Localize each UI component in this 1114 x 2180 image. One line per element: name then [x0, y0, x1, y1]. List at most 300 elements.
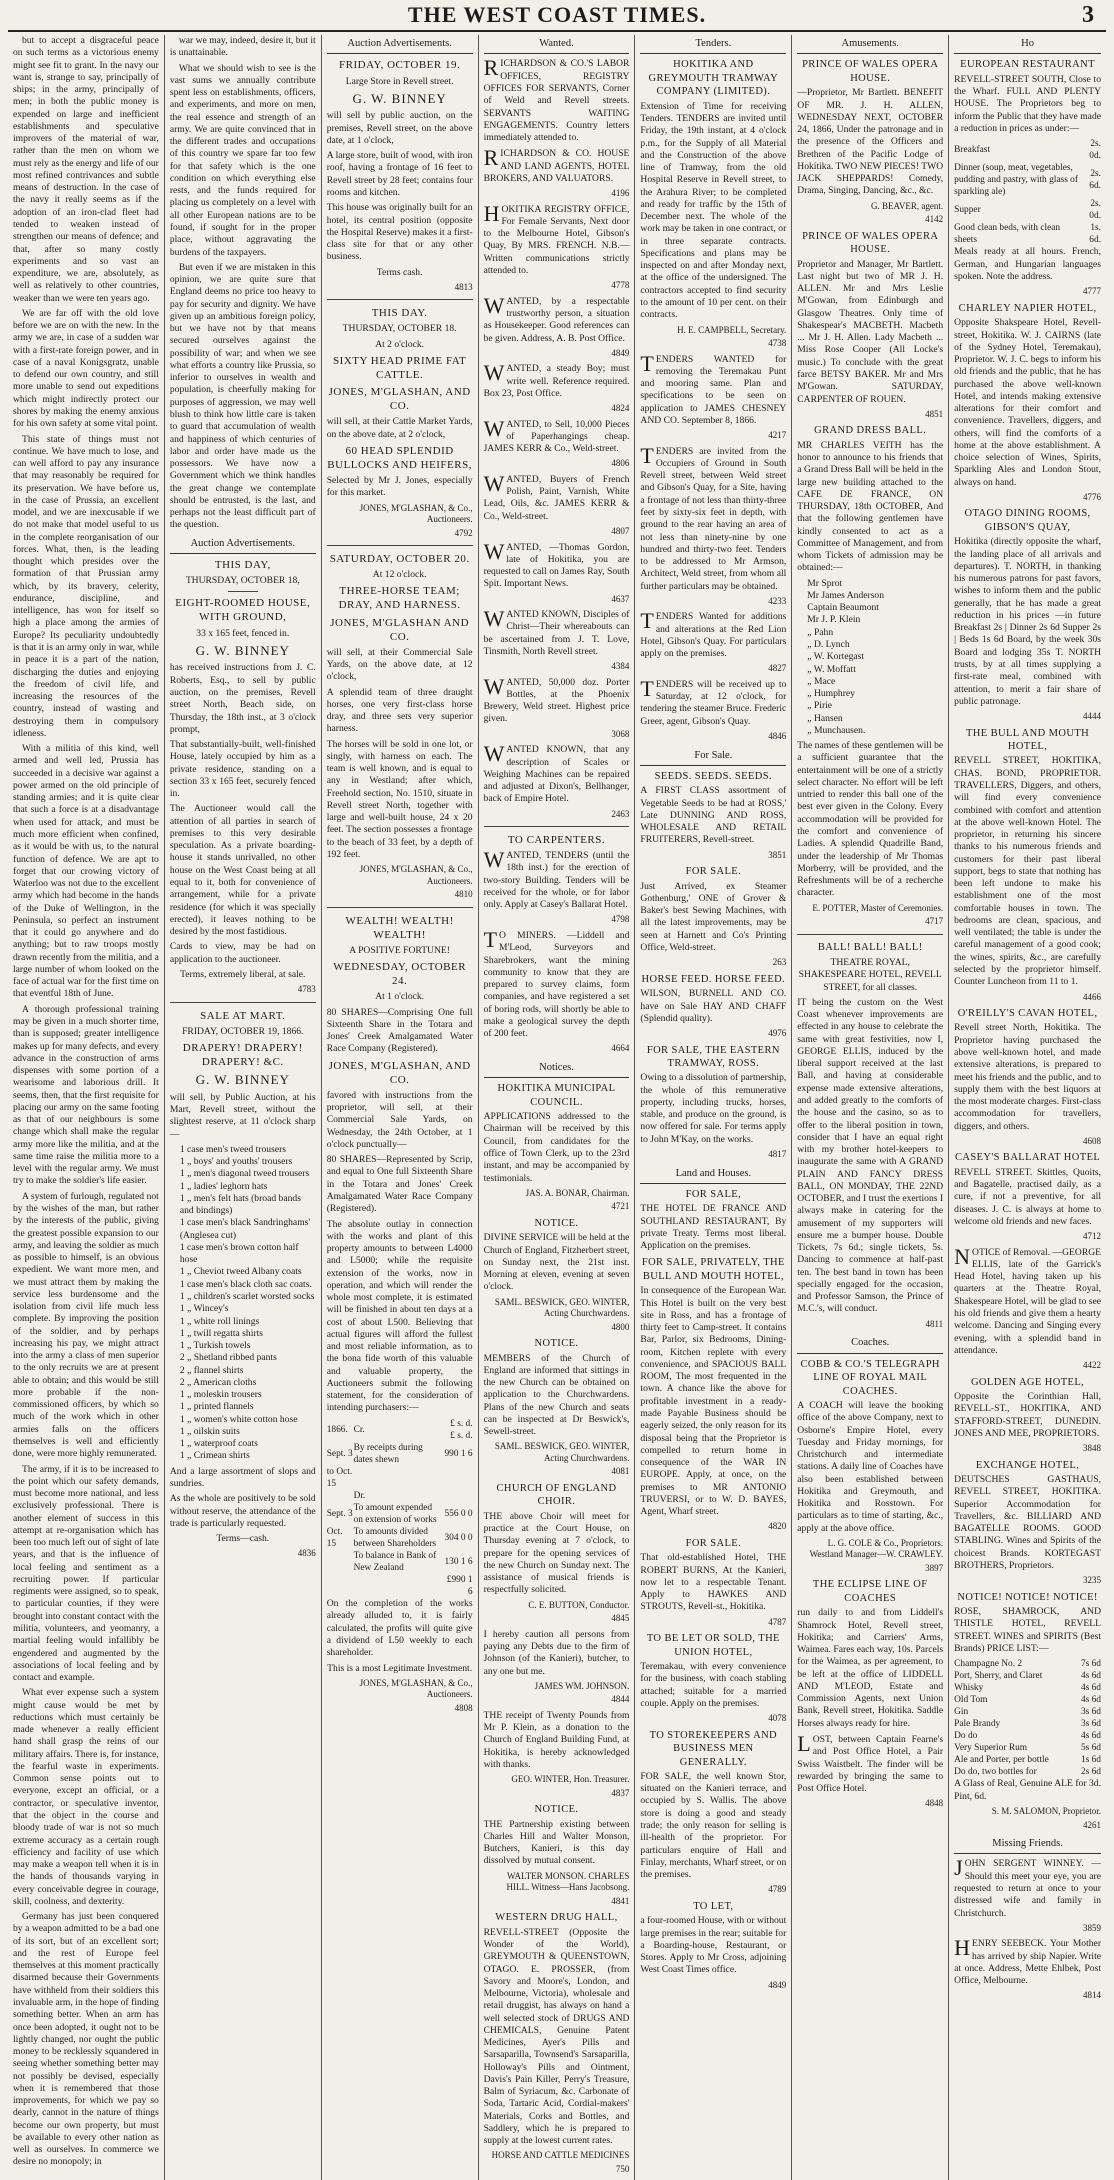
ad-number: 4848: [925, 1798, 944, 1809]
ad-title: NOTICE.: [534, 1217, 579, 1229]
ad-body: MR CHARLES VEITH has the honor to announce to his friends that a Grand Dress Ball will be held in the large new building attached to the CAFE DE FRANCE, ON THURSDAY, 18th OCTOBER, And that the following gentlemen have kindly consented to act as a Committee of Management, and from whom Tickets of admission may be obtained:—: [797, 439, 944, 574]
list-item: Captain Beaumont: [807, 602, 879, 614]
ad-body: Hokitika (directly opposite the wharf, the landing place of all arrivals and departures). T. NORTH, in thanking his numerous patrons for past favors, wishes to inform them and the public generally, that he has made a great reduction in his prices —in future Breakfast 2s | Dinner 2s 6d Supper 2s | Beds 1s 6d Board, by the week 30s Board and lodging 35s T. NORTH trusts, by at all times supplying a first-rate meal, combined with attention, to merit a fair share of public patronage.: [954, 536, 1101, 707]
table-row: [327, 1574, 473, 1598]
ad-note: This is a most Legitimate Investment.: [327, 1662, 473, 1674]
ad-body: DIVINE SERVICE will be held at the Church of England, Fitzherbert street, on Sunday next, the 21st inst. Morning at eleven, evening at seven o'clock.: [483, 1232, 630, 1293]
price-value: 4s 6d: [1080, 1671, 1101, 1682]
tender-ad: [640, 608, 787, 675]
land-ad: [640, 1256, 786, 1532]
ad-signature: JAMES WM. JOHNSON.: [534, 1680, 630, 1691]
hotel-ad: [954, 507, 1101, 722]
ledger-value: 130 1 6: [444, 1557, 473, 1568]
list-item: „ Pirie: [807, 700, 833, 712]
ad-number: 4783: [297, 984, 316, 995]
list-item: 1 „ moleskin trousers: [179, 1389, 262, 1401]
table-row: [327, 1490, 473, 1502]
table-row: [954, 1706, 1101, 1718]
ledger-value: [444, 1490, 473, 1502]
ad-number: 4814: [1083, 1990, 1101, 2001]
column-7: [949, 35, 1106, 2180]
ad-number: 4081: [611, 1466, 630, 1477]
ledger-text: [354, 1574, 444, 1598]
ad-text: [483, 847, 630, 911]
article-paragraph: A system of furlough, regulated not by the wishes of the man, but rather by the interests of the public, giving the greatest possible expansion to our army, and leaving the soldier as much as possible to himself, is an obvious expedient. We want more men, and we must attract them by making the service less burdensome and the isolation from civil life much less complete. By improving the position of the soldier, and by perhaps increasing his pay, we might attract into the army a class of men superior to the only recruits we are at present able to obtain; and this would be still more probable if the non-commissioned officers, by which so much of the work which in other armies falls on the officers themselves is well and efficiently done, were more highly remunerated.: [13, 1190, 159, 1460]
list-item: 1 „ oilskin suits: [179, 1425, 240, 1437]
ad-body: Wanted for additions and alterations at the Red Lion Hotel, Gibson's Quay. For particulars apply on the premises.: [640, 611, 787, 660]
ledger-date: Oct. 15: [326, 1527, 343, 1550]
ad-text: [640, 675, 787, 728]
ad-body: ROSE, SHAMROCK, AND THISTLE HOTEL, REVELL STREET. WINES and SPIRITS (Best Brands) PRICE LIST:—: [954, 1606, 1101, 1654]
article-paragraph: We are far off with the old love before we are on with the new. In the army we are, in case of a sudden war with a first-rate foreign power, and in case of a naval Konigsgratz, unable to defend our own country, and still more unable to send out expeditions which might indirectly protect our shores by making the enemy anxious for his own safety at some vital point.: [13, 307, 159, 430]
list-item: 1 „ children's scarlet worsted socks: [179, 1290, 315, 1302]
amusement-ad: [797, 230, 943, 421]
divider: [327, 545, 473, 546]
ad-body: For Female Servants, Next door to the Melbourne Hotel, Gibson's Quay, By MRS. FRENCH. N.B.—Written communications strictly attended to.: [483, 215, 630, 276]
ad-body: 50,000 doz. Porter Bottles, at the Phoenix Brewery, Weld street. Highest price given.: [483, 676, 630, 725]
ad-title: HOKITIKA AND GREYMOUTH TRAMWAY COMPANY (LIMITED).: [648, 59, 779, 98]
ledger-text: To amount expended on extension of works: [353, 1502, 437, 1525]
ad-number: 4800: [611, 1321, 630, 1332]
ad-title: TO BE LET OR SOLD, THE UNION HOTEL,: [646, 1633, 780, 1658]
ad-date: SATURDAY, OCTOBER 20.: [329, 553, 470, 566]
auction-ad: [327, 914, 473, 1715]
divider: [228, 591, 258, 592]
auction-ad: [327, 552, 473, 901]
ad-date: WEDNESDAY, OCTOBER 24.: [333, 961, 467, 988]
ad-number: 4787: [768, 1616, 787, 1627]
hotel-ad: [954, 1459, 1101, 1587]
price-item: Port, Sherry, and Claret: [954, 1671, 1043, 1682]
ad-signature: S. M. SALOMON, Proprietor.: [991, 1805, 1101, 1816]
divider: [170, 1002, 316, 1003]
ledger-date: to Oct. 15: [326, 1466, 353, 1489]
price-value: 3s 6d: [1080, 1719, 1101, 1730]
ad-note: The names of these gentlemen will be a sufficient guarantee that the entertainment will be one of a strictly select character. No effort will be left untried to render this ball one of the best ever given in the Colony. Every accommodation will be provided for the comfort and convenience of Ladies. A splendid Quadrille Band, under the leadership of Mr Thomas Morberry, will be provided, and the Refreshments will be of a recherche character.: [797, 740, 944, 899]
article-paragraph: Germany has just been conquered by a weapon admitted to be a bad one of its sort, but of an excellent sort; and the rest of Europe feel themselves at this moment practically disarmed because their Governments have withheld from their soldiers this invaluable arm, in the hope of finding something better. When an arm has once been adopted, it ought not to be lightly changed, nor ought the public money to be recklessly squandered in seeing whether something better may not possibly be devised, especially when it is remembered that those improvements, for which we pay so dearly, cannot in the nature of things become our own property, but must be available to every other nation as well as ourselves. In commerce we desire no monopoly; in: [13, 1911, 159, 2168]
ad-number: 4142: [925, 214, 944, 225]
ad-body: A COACH will leave the booking office of the above Company, next to Osborne's Empire Hotel, every Tuesday and Friday mornings, for Christchurch and intermediate stations. A daily line of Coaches have also been established between Hokitika and Greymouth, and Hokitika and Rosstown. For particulars as to time of starting, &c., apply at the above office.: [797, 1400, 944, 1534]
ad-note: A Glass of Real, Genuine ALE for 3d. Pint, 6d.: [954, 1778, 1101, 1802]
ad-title: RICHARDSON & CO.: [483, 145, 592, 171]
list-item: Mr J. P. Klein: [807, 614, 861, 626]
table-row: [327, 1526, 473, 1550]
ad-body: FOR SALE, the well known Stor, situated on the Kanieri terrace, and occupied by S. Wallis. The above store is doing a good and steady trade; the only reason for selling is ill-health of the proprietor. For particulars enquire of Hall and Finlay, merchants, Wharf street, or on the premises.: [640, 1770, 787, 1881]
ad-body: for removing the Teremakau Punt and mooring same. Plan and specifications to be seen on application to JAMES CHESNEY AND CO. September 8, 1866.: [640, 353, 787, 426]
article-paragraph: but to accept a disgraceful peace on such terms as a victorious enemy might see fit to grant. In the navy our want is, strange to say, principally of ships; in the army, principally of men; in both the public money is expended on large and inefficient establishments and speculative improvers of the material of war, rather than the men on whom we must rely as the energy and life of our most refined contrivances and subtle means of destruction. In the case of the navy it really seems as if the adoption of an iron-clad fleet had tended to weaken instead of strengthen our means of defence; and that, after so many costly experiments and so vast an expenditure, we are, absolutely, as well as relatively to other countries, weaker than we were ten years ago.: [13, 35, 159, 304]
ad-time: At 12 o'clock.: [372, 569, 427, 581]
ad-body: REGISTRY OFFICES FOR SERVANTS, Corner of Weld and Revell streets. SERVANTS WAITING ENGAGEMENTS. Country letters immediately attended to.: [483, 70, 630, 144]
ad-auctioneer: JONES, M'GLASHAN, AND CO.: [328, 386, 471, 413]
hotel-ad: [954, 302, 1101, 504]
ad-title: TENDERS WANTED: [640, 350, 755, 376]
ad-title: COBB & CO.'S TELEGRAPH LINE OF ROYAL MAIL COACHES.: [800, 1358, 940, 1397]
ad-title: CASEY'S BALLARAT HOTEL: [954, 1152, 1101, 1164]
ad-title: WESTERN DRUG HALL,: [495, 1912, 618, 1924]
ad-number: 4078: [768, 1713, 787, 1724]
sale-ad: [640, 1044, 786, 1161]
ad-terms: Terms cash.: [376, 266, 423, 278]
notice-ad: [484, 1629, 630, 1706]
column-5: [635, 35, 792, 2180]
notice-ad: [484, 1911, 630, 2175]
ledger-text: By receipts during dates shewn: [353, 1442, 423, 1465]
ad-body: Opposite Shakspeare Hotel, Revell-street, Hokitika. W. J. CAIRNS (late of the Sydney Hotel, Teremakau), Proprietor. W. J. C. begs to inform his old friends and the public, that he has purchased the above well-known Hotel, and intends making extensive alterations for their comfort and convenience. Travellers, diggers, and others, will find the comforts of a home at the above establishment. A choice selection of Wines, Spirits, Sparkling Ales and London Stout, always on hand.: [954, 317, 1101, 488]
section-header: Missing Friends.: [954, 1835, 1101, 1854]
ad-title: WANTED,: [483, 360, 542, 386]
ad-heading: TO CARPENTERS.: [507, 834, 606, 847]
ad-title: HOKITIKA REGISTRY OFFICE,: [483, 200, 630, 226]
ad-body: APPLICATIONS addressed to the Chairman will be received by this Council, from candidates for the office of Town Clerk, up to the 23rd instant, and may be accompanied by testimonials.: [483, 1111, 630, 1184]
list-item: 1 case men's black Sandringhams' (Anglesea cut): [179, 1217, 311, 1241]
tender-ad: [640, 675, 787, 743]
ad-note: The Auctioneer would call the attention of all parties in search of premises to this very desirable speculation. As a private boarding-house it stands unrivalled, no other house on the West Coast being at all equal to it, both for convenience of arrangement, while for a private residence (for which it was specially erected), it leaves nothing to be desired by the most fastidious.: [169, 803, 316, 938]
ad-lot: 80 SHARES—Represented by Scrip, and equal to One full Sixteenth Share in the Totara and Jones' Creek Amalgamated Water Race Company (Registered).: [326, 1154, 473, 1215]
price-value: 1s 6d: [1080, 1755, 1101, 1766]
ad-number: 3068: [611, 728, 630, 739]
ad-body: THE above Choir will meet for practice at the Court House, on Thursday evening at 7 o'clock, to prepare for the opening services of the new Church on Sunday next. The assistance of musical friends is respectfully solicited.: [483, 1510, 630, 1596]
missing-ad: [954, 1935, 1102, 2002]
ad-text: [483, 538, 630, 591]
wanted-ad: [483, 145, 630, 199]
ad-body: —Liddell and M'Leod, Surveyors and Sharebrokers, want the mining community to know that they are prepared to survey claims, form companies, and have registered a set of boring rods, will shortly be able to make a geological survey the depth of 200 feet.: [483, 930, 630, 1040]
coach-ad: [797, 1358, 943, 1575]
tender-ad: [640, 442, 787, 608]
ad-number: 4820: [768, 1521, 787, 1532]
ad-title: WANTED, TENDERS: [483, 847, 589, 873]
ad-number: 4845: [611, 1613, 630, 1624]
price-list: [954, 1658, 1101, 1778]
column-6: [792, 35, 949, 2180]
wanted-ad: [483, 673, 630, 741]
section-header: Notices.: [484, 1059, 630, 1078]
list-item: Mr James Anderson: [807, 589, 885, 601]
wanted-ad: [483, 360, 630, 414]
menu-price: 2s. 0d.: [1089, 139, 1101, 162]
ad-body: run daily to and from Liddell's Shamrock Hotel, Revell street, Hokitika; and Carriers' Arms, Waimea. Fares each way, 10s. Parcels for the Waimea, as per agreement, to be left at the office of LIDDELL AND M'LEOD, Estate and Commission Agents, next Union Bank, Revell street, Hokitika. Saddle Horses always ready for hire.: [797, 1607, 944, 1729]
ad-number: 4721: [611, 1201, 630, 1212]
ledger-value: 990 1 6: [444, 1448, 473, 1459]
ad-terms: Terms, extremely liberal, at sale.: [180, 968, 306, 980]
ad-text: [954, 1855, 1101, 1919]
article-paragraph: What we should wish to see is the vast sums we annually contribute spent less on establishments, officers, and experiments, and more on men, the real essence and strength of an army. We are quite convinced that in the different trades and occupations of this country we spare far too few for that safety which is the one condition on which everything else rests, and the funds required for placing us completely on a level with all other European nations are to be found, if sought for in the proper place, without aggravating the burdens of the taxpayers.: [169, 62, 316, 258]
ad-cards: Cards to view, may be had on application to the auctioneer.: [169, 941, 316, 965]
ad-body: WILSON, BURNELL AND CO. have on Sale HAY AND CHAFF (Splendid quality).: [640, 988, 787, 1024]
ad-number: 4384: [611, 661, 630, 672]
ad-title: O'REILLY'S CAVAN HOTEL,: [957, 1008, 1098, 1020]
ad-lot: 80 SHARES—Comprising One full Sixteenth Share in the Totara and Jones' Creek Amalgamated Water Race Company (Registered).: [326, 1006, 473, 1055]
hotel-ad: [954, 58, 1101, 297]
ad-body: THE HOTEL DE FRANCE AND SOUTHLAND RESTAURANT, By private Treaty. Terms most liberal. Application on the premises.: [640, 1203, 787, 1252]
list-item: 1 „ printed flannels: [179, 1401, 254, 1413]
ad-signature: JAS. A. BONAR, Chairman.: [525, 1187, 630, 1198]
ad-lot: 60 HEAD SPLENDID BULLOCKS AND HEIFERS,: [327, 444, 472, 471]
auction-ad: [327, 58, 473, 293]
ad-title: WANTED KNOWN,: [483, 606, 581, 632]
section-header: Coaches.: [797, 1334, 943, 1353]
divider: [797, 934, 943, 935]
ad-subtitle: A POSITIVE FORTUNE!: [349, 944, 450, 956]
ad-body: —Thomas Gordon, late of Hokitika, you are requested to call on James Ray, South Spit. Important News.: [483, 541, 630, 590]
list-item: 1 „ men's felt hats (broad bands and bindings): [179, 1192, 301, 1217]
section-header: Amusements.: [797, 35, 943, 54]
hotel-ad: [954, 1007, 1101, 1147]
notice-ad: [484, 1217, 630, 1333]
ad-number: 4849: [611, 347, 630, 358]
list-item: „ W. Kortegast: [807, 651, 865, 663]
column-1: [8, 35, 165, 2180]
ad-title: THE ECLIPSE LINE OF COACHES: [812, 1579, 928, 1604]
ad-number: 4444: [1083, 711, 1101, 722]
list-item: 1 case men's black cloth sac coats.: [179, 1278, 312, 1290]
ad-title: TENDERS: [640, 675, 694, 701]
ad-desc: That substantially-built, well-finished House, lately occupied by him as a private residence, standing on a section 33 x 165 feet, securely fenced in.: [169, 739, 316, 800]
ad-signature: SAML. BESWICK, GEO. WINTER, Acting Churchwardens.: [494, 1296, 630, 1319]
ad-lot: SIXTY HEAD PRIME FAT CATTLE.: [333, 354, 467, 382]
land-ad: [640, 1900, 786, 1991]
ad-title: CHARLEY NAPIER HOTEL,: [958, 302, 1097, 314]
price-value: 4s 6d: [1080, 1731, 1101, 1742]
missing-ad: [954, 1855, 1101, 1934]
table-row: [954, 162, 1101, 198]
ad-number: 4844: [611, 1694, 630, 1705]
ad-number: 4422: [1083, 1360, 1101, 1371]
ad-text: [640, 608, 787, 660]
ledger-text: To balance in Bank of New Zealand: [353, 1551, 437, 1574]
ad-body: that any description of Scales or Weighing Machines can be repaired and adjusted at Dixon's, Bellhanger, back of Empire Hotel.: [483, 744, 630, 805]
ad-time: At 1 o'clock.: [375, 991, 425, 1003]
ad-text: [483, 927, 630, 1040]
list-item: 1 „ waterproof coats: [179, 1438, 258, 1450]
article-paragraph: With a militia of this kind, well armed and well led, Prussia has succeeded in a decisive war against a power armed on the old principle of standing armies; and it is quite clear that such a force is at a disadvantage when used for attack, and must be much more efficient when confined, as it would be with us, to the natural function of defence. We are apt to forget that our crowing victory of Waterloo was not due to the excellent army which had become in the hands of the Duke of Wellington, in the Peninsula, so perfect an instrument that it could go anywhere and do anything; but to raw troops mostly drawn recently from the militia, and a large number of whom looked on the face of actual war for the first time on that eventful 18th of June.: [13, 743, 159, 1000]
ad-note: Meals ready at all hours. French, German, and Hungarian languages spoken. Note the address.: [954, 246, 1101, 283]
ad-date: FRIDAY, OCTOBER 19, 1866.: [182, 1025, 304, 1037]
wanted-ad: [483, 538, 630, 606]
menu-item: Dinner (soup, meat, vegetables, pudding and pastry, with glass of sparkling ale): [954, 163, 1078, 198]
table-row: [954, 138, 1101, 162]
ad-title: FOR SALE.: [685, 1537, 742, 1549]
ad-body: a steady Boy; must write well. Reference required. Box 23, Post Office.: [483, 363, 630, 399]
ad-date: THURSDAY, OCTOBER 18,: [185, 575, 300, 587]
ad-title: JOHN SERGENT WINNEY.: [954, 1855, 1084, 1881]
ad-signature: G. BEAVER, agent.: [871, 200, 944, 211]
ad-body: REVELL-STREET SOUTH, Close to the Wharf. FULL AND PLENTY HOUSE. The Proprietors beg to inform the Public that they have made a reduction in prices as under:—: [954, 73, 1101, 134]
list-item: 2 „ American cloths: [179, 1376, 257, 1388]
coach-ad: [797, 1578, 943, 1730]
ad-number: 4798: [611, 914, 630, 925]
ad-title: GRAND DRESS BALL.: [814, 425, 927, 437]
tender-ad: [640, 58, 786, 349]
hotel-ad: [954, 1151, 1101, 1242]
ad-signature: JONES, M'GLASHAN, & Co., Auctioneers.: [359, 1677, 473, 1700]
price-item: Pale Brandy: [954, 1719, 1001, 1730]
ad-title: FOR SALE, THE EASTERN TRAMWAY, ROSS.: [646, 1044, 780, 1069]
list-item: 1 „ men's diagonal tweed trousers: [179, 1168, 310, 1180]
wanted-ad: [483, 470, 630, 538]
ad-title: HENRY SEEBECK.: [954, 1935, 1047, 1961]
ad-desc: A large store, built of wood, with iron roof, having a frontage of 16 feet to Revell street by 28 feet; contains four rooms and kitchen.: [326, 150, 473, 198]
ad-note: As the whole are positively to be sold without reserve, the attendance of the trade is particularly requested.: [169, 1493, 316, 1529]
article-paragraph: But even if we are mistaken in this opinion, we are quite sure that England deems no price too heavy to pay for security and dignity. We have given up an ambitious foreign policy, but we have not by that means secured ourselves against the possibility of war; and when we see what efforts a country like Prussia, so inferior to ourselves in wealth and population, is cheerfully making for purposes of aggression, we may well blush to think how little care is taken to guard that accumulation of wealth and happiness of which centuries of labor and order have made us the possessors. We have now a Government which we think handles the great change we contemplate should be entrusted, is the last, and perhaps not the least difficult part of the question.: [169, 261, 316, 531]
list-item: 1 „ women's white cotton hose: [179, 1413, 298, 1425]
ad-title: FOR SALE,: [685, 1188, 742, 1200]
masthead: [8, 0, 1106, 32]
article-paragraph: What ever expense such a system might cause would be met by reductions which must certainly be made whenever a really efficient hand shall grasp the reins of our military affairs. There is, for instance, the fearful waste in experiments. Common sense points out to everyone, except an official, or a contractor, or speculative inventor, that the object in the course and bloody trade of war is not so much extreme accuracy as a certain rough efficiency and facility of use which may make a weapon tell when it is in the hands of thousands varying in every conceivable degree in courage, skill, coolness, and dexterity.: [13, 1687, 159, 1907]
section-header: Tenders.: [640, 35, 786, 54]
ad-auctioneer: JONES, M'GLASHAN AND CO.: [330, 616, 470, 643]
ad-text: [954, 1935, 1102, 1987]
ad-number: 4789: [768, 1884, 787, 1895]
ad-number: 3897: [925, 1562, 944, 1573]
ad-number: 4608: [1083, 1135, 1101, 1146]
ad-number: 4836: [297, 1548, 316, 1559]
ad-number: 3851: [768, 849, 787, 860]
column-4: [479, 35, 636, 2180]
ad-text: [483, 415, 630, 456]
ad-body: DEUTSCHES GASTHAUS, REVELL STREET, HOKITIKA. Superior Accommodation for Travellers, &c. BILLIARD AND BAGATELLE ROOMS. GOOD STABLING. Wines and Spirits of the choicest Brands. KORTEGAST BROTHERS, Proprietors.: [954, 1474, 1101, 1571]
ad-title: WANTED,: [483, 538, 542, 564]
ad-title: HOKITIKA MUNICIPAL COUNCIL.: [497, 1083, 616, 1108]
ad-title: EUROPEAN RESTAURANT: [960, 59, 1095, 71]
price-item: Very Superior Rum: [954, 1743, 1028, 1754]
ad-text: [483, 55, 630, 144]
table-row: [954, 1682, 1101, 1694]
ad-body: That old-established Hotel, THE ROBERT BURNS, At the Kanieri, now let to a respectable Tenant. Apply to HAWKES AND STROUTS, Revell-st., Hokitika.: [640, 1552, 787, 1613]
tender-ad: [640, 350, 787, 442]
ad-body: I hereby caution all persons from paying any Debts due to the firm of Johnson (of the Kanieri), butcher, to any one but me.: [483, 1628, 630, 1677]
section-header: Land and Houses.: [640, 1165, 786, 1184]
ad-number: 4813: [454, 281, 473, 292]
ad-auctioneer: G. W. BINNEY: [195, 642, 290, 658]
ad-body: by a respectable trustworthy person, a situation as Housekeeper. Good references can be given. Address, A. B. Post Office.: [483, 295, 630, 344]
ad-body: HOUSE AND LAND AGENTS, HOTEL BROKERS, AND VALUATORS.: [483, 148, 630, 184]
ad-body: REVELL STREET. Skittles, Quoits, and Bagatelle, practised daily, as a cure, if not a preventive, for all diseases. J. C. is always at home to welcome old friends and new faces.: [954, 1166, 1101, 1227]
ad-text: [797, 1731, 944, 1795]
table-row: [954, 1730, 1101, 1742]
ad-time: At 2 o'clock.: [375, 338, 425, 350]
ad-number: 4851: [925, 408, 944, 419]
ad-body: A FIRST CLASS assortment of Vegetable Seeds to be had at ROSS,' Late DUNNING AND ROSS, WHOLESALE AND RETAIL FRUITERERS, Revell-street.: [640, 785, 787, 846]
ad-number: 4196: [611, 188, 630, 199]
price-item: Ale and Porter, per bottle: [954, 1755, 1049, 1766]
price-item: Whisky: [954, 1683, 984, 1694]
ad-note: The horses will be sold in one lot, or singly, with harness on each. The team is well known, and is equal to any in Westland; after which, Freehold section, No. 1510, situate in Revell street North, together with large and well-built house, 24 x 20 feet. The section possesses a frontage to the beach of 33 feet, by a depth of 192 feet.: [326, 738, 473, 860]
section-header: Ho: [954, 35, 1101, 54]
menu-item: Supper: [954, 205, 981, 216]
divider: [327, 907, 473, 908]
wanted-ad: [483, 741, 630, 820]
price-item: Old Tom: [954, 1695, 988, 1706]
ad-text: [483, 673, 630, 726]
wanted-ad: [483, 55, 630, 144]
list-item: 1 case men's brown cotton half hose: [179, 1241, 299, 1266]
article-paragraph: war we may, indeed, desire it, but it is unattainable.: [169, 35, 316, 59]
sale-ad: [640, 865, 786, 969]
ad-number: 3859: [1083, 1922, 1101, 1933]
list-item: Mr Sprot: [807, 577, 843, 589]
ad-subtitle: THEATRE ROYAL, SHAKESPEARE HOTEL, REVELL STREET, for all classes.: [798, 957, 942, 993]
ad-number: 263: [772, 957, 787, 968]
ad-number: 4810: [454, 889, 473, 900]
ad-auctioneer: G. W. BINNEY: [195, 1072, 290, 1088]
price-value: 2s 6d: [1080, 1767, 1101, 1778]
price-value: 4s 6d: [1080, 1695, 1101, 1706]
menu-price: 1s. 6d.: [1089, 223, 1101, 246]
article-col1: [13, 35, 159, 2169]
table-row: [327, 1550, 473, 1574]
list-item: „ Pahn: [807, 626, 834, 638]
ad-number: 4233: [768, 595, 787, 606]
table-row: [327, 1442, 473, 1466]
list-item: 1 „ white roll linings: [179, 1315, 260, 1327]
list-item: 1 „ boys' and youths' trousers: [179, 1156, 293, 1168]
ad-date: FRIDAY, OCTOBER 19.: [339, 59, 461, 72]
notice-ad: [484, 1482, 630, 1625]
list-item: 2 „ flannel shirts: [179, 1364, 244, 1376]
land-ad: [640, 1632, 786, 1724]
amusement-ad: [797, 941, 943, 1331]
ad-title: NOTICE.: [534, 1804, 579, 1816]
price-value: 3s 6d: [1080, 1707, 1101, 1718]
sale-ad: [640, 770, 786, 861]
ad-body: REVELL STREET, HOKITIKA, CHAS. BOND, PROPRIETOR. TRAVELLERS, Diggers, and others, will find every convenience combined with comfort and attention at the above well-known Hotel. The proprietor, in returning his sincere thanks to his numerous friends and customers for their past liberal support, begs to state that nothing has been left undone to make his establishment one of the most comfortable houses in town. The bedrooms are clean, spacious, and well ventilated; the table is under the careful management of a good cook; the wines, spirits, &c., are carefully selected by the proprietor himself. Counter Luncheon from 11 to 1.: [954, 755, 1101, 988]
ledger-value: 304 0 0: [444, 1533, 473, 1544]
ad-title: TENDERS: [640, 442, 694, 468]
ad-note: This house was originally built for an hotel, its central position (opposite the Hospital Reserve) makes it a first-class site for that or any other business.: [326, 202, 473, 263]
ad-body: Disciples of Christ—Their whereabouts can be ascertained from J. T. Love, Tinsmith, North Revell street.: [483, 609, 630, 657]
ad-lot: Large Store in Revell street.: [345, 75, 454, 87]
list-item: „ W. Moffatt: [807, 663, 856, 675]
ad-lot: DRAPERY! DRAPERY! DRAPERY! &C.: [182, 1041, 303, 1069]
auction-ad: [170, 558, 316, 996]
ad-text: [483, 470, 630, 523]
ad-body: Opposite the Corinthian Hall, REVELL-ST., HOKITIKA, AND STAFFORD-STREET, DUNEDIN. JONES AND MEE, PROPRIETORS.: [954, 1390, 1101, 1439]
ad-number: 4261: [1083, 1819, 1101, 1830]
ad-number: 4808: [454, 1702, 473, 1713]
ad-body: to Sell, 10,000 Pieces of Paperhangings cheap. JAMES KERR & Co., Weld-street.: [483, 418, 630, 455]
table-row: [954, 1742, 1101, 1754]
list-item: „ Hansen: [807, 712, 843, 724]
ad-title: WANTED,: [483, 673, 542, 699]
ad-number: 4777: [1083, 286, 1101, 297]
wanted-ad: [483, 415, 630, 470]
ad-title: WEALTH! WEALTH! WEALTH!: [345, 914, 454, 941]
ad-body: Teremakau, with every convenience for the business, with coach stabling attached; suitable for a married couple. Apply on the premises.: [640, 1661, 787, 1709]
ledger-text: Dr.: [353, 1490, 366, 1501]
ad-signature: JONES, M'GLASHAN, & Co., Auctioneers.: [359, 502, 473, 525]
ad-title: TO LET,: [693, 1900, 734, 1912]
ad-date: THURSDAY, OCTOBER 18.: [342, 323, 457, 335]
ad-signature: JONES, M'GLASHAN, & Co., Auctioneers.: [359, 864, 473, 886]
ad-number: 4837: [611, 1787, 630, 1798]
land-ad: [640, 1729, 786, 1896]
ad-body: a four-roomed House, with or without large premises in the rear; suitable for a Boarding-house, Restaurant, or Stores. Apply to Mr Cross, adjoining West Coast Times office.: [640, 1915, 787, 1976]
section-header: For Sale.: [640, 747, 786, 766]
ad-body: IT being the custom on the West Coast whenever improvements are effected in any house to celebrate the same with great festivities, now I, GEORGE ELLIS, induced by the liberal support received at the last Ball, and having at considerable expense made extensive alterations, and added greatly to the comforts of the house and the casino, so as to offer to the liberal position in town, consider that I have an equal right with my brother hotel-keepers to inaugurate the same with A GRAND PLAIN AND FANCY DRESS BALL, ON MONDAY, THE 22ND OCTOBER, and I trust the exertions I always make in catering for the amusement of my supporters will ensure me a bumper house. Double Tickets, 7s 6d.; single tickets, 5s. Dancing to commence at half-past ten. The best band in town has been specially engaged for the occasion, and Professor Samson, the Prince of M.C.'s, will conduct.: [797, 996, 944, 1315]
table-row: [327, 1418, 473, 1442]
ad-number: 4827: [768, 663, 787, 674]
price-item: Gin: [954, 1707, 969, 1718]
list-item: „ D. Lynch: [807, 639, 850, 650]
ad-signature: E. POTTER, Master of Ceremonies.: [812, 902, 944, 913]
list-item: 1 „ ladies' leghorn hats: [179, 1180, 268, 1192]
ledger-text: To amounts divided between Shareholders: [353, 1527, 437, 1550]
ad-text: [483, 200, 630, 278]
menu-price: 2s. 0d.: [1089, 199, 1101, 222]
ad-title: FOR SALE, PRIVATELY, THE BULL AND MOUTH HOTEL,: [641, 1257, 785, 1282]
ad-note: The absolute outlay in connection with the works and plant of this property amounts to between L4000 and L5000; while the requisite extension of the works, now in operation, and which will render the whole most complete, it is estimated will be finished in about ten days at a cost of about L500. Believing that actual figures will afford the fullest and most reliable information, as to the bona fide worth of this valuable and valuable property, the Auctioneers submit the following statement, for the consideration of intending purchasers:—: [326, 1218, 473, 1414]
ad-text: [640, 442, 787, 593]
